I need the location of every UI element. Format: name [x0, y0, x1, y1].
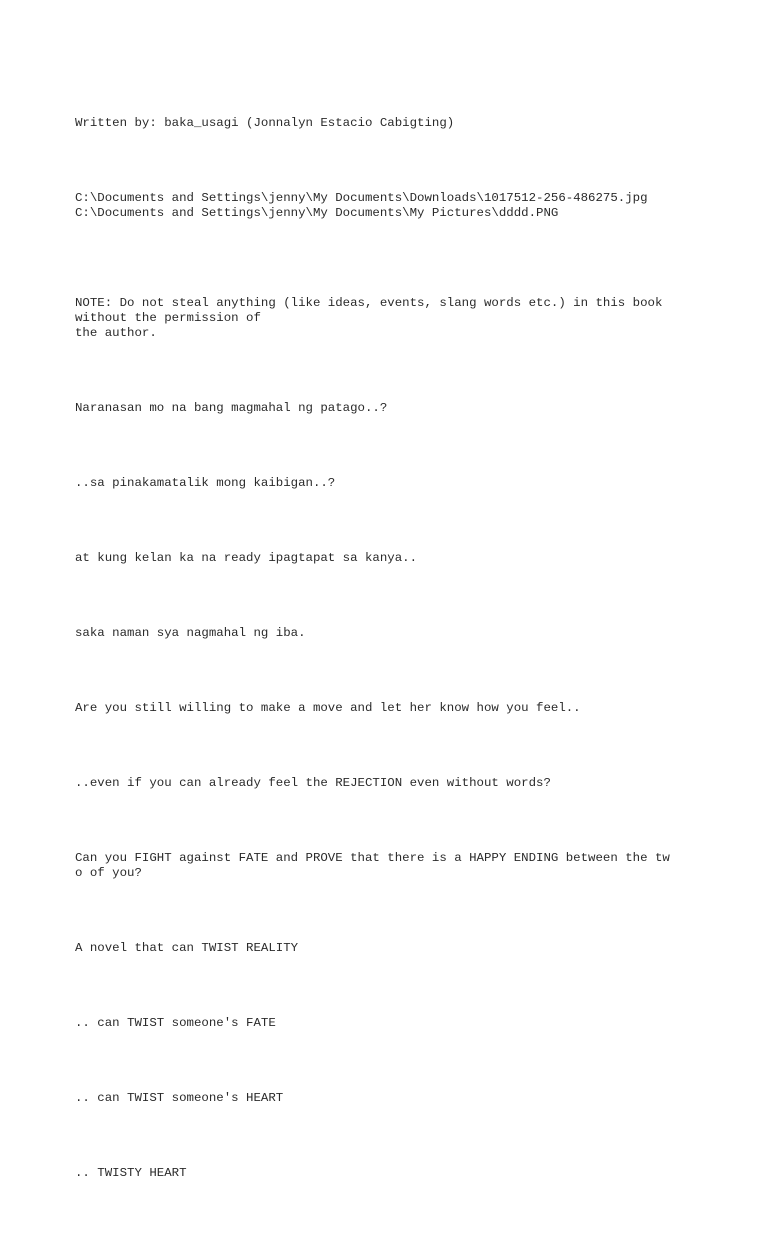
paragraph-5-text: Are you still willing to make a move and let her know how you feel..	[75, 701, 581, 715]
note-line-2: without the permission of	[75, 311, 261, 325]
paragraph-7	[75, 941, 735, 956]
fight-paragraph	[75, 851, 735, 881]
paragraph-7-text: A novel that can TWIST REALITY	[75, 941, 299, 955]
note-line-1: NOTE: Do not steal anything (like ideas, events, slang words etc.) in this book	[75, 296, 663, 310]
paragraph-3	[75, 551, 735, 566]
note-paragraph	[75, 296, 735, 341]
paragraph-9-text: .. can TWIST someone's HEART	[75, 1091, 284, 1105]
fight-line-1: Can you FIGHT against FATE and PROVE that there is a HAPPY ENDING between the tw	[75, 851, 670, 865]
paragraph-1-text: Naranasan mo na bang magmahal ng patago..?	[75, 401, 388, 415]
paragraph-10-text: .. TWISTY HEART	[75, 1166, 187, 1180]
paragraph-9	[75, 1091, 735, 1106]
file-path-2: C:\Documents and Settings\jenny\My Documents\My Pictures\dddd.PNG	[75, 206, 559, 220]
fight-line-2: o of you?	[75, 866, 142, 880]
file-paths	[75, 191, 735, 221]
paragraph-10	[75, 1166, 735, 1181]
author-line	[75, 116, 735, 131]
paragraph-5	[75, 701, 735, 716]
paragraph-4	[75, 626, 735, 641]
paragraph-3-text: at kung kelan ka na ready ipagtapat sa kanya..	[75, 551, 418, 565]
paragraph-2	[75, 476, 735, 491]
file-path-1: C:\Documents and Settings\jenny\My Documents\Downloads\1017512-256-486275.jpg	[75, 191, 648, 205]
paragraph-4-text: saka naman sya nagmahal ng iba.	[75, 626, 306, 640]
paragraph-6	[75, 776, 735, 791]
paragraph-2-text: ..sa pinakamatalik mong kaibigan..?	[75, 476, 336, 490]
document-body	[75, 71, 735, 1241]
paragraph-8-text: .. can TWIST someone's FATE	[75, 1016, 276, 1030]
paragraph-6-text: ..even if you can already feel the REJECTION even without words?	[75, 776, 551, 790]
note-line-3: the author.	[75, 326, 157, 340]
author-line-text: Written by: baka_usagi (Jonnalyn Estacio Cabigting)	[75, 116, 455, 130]
paragraph-1	[75, 401, 735, 416]
